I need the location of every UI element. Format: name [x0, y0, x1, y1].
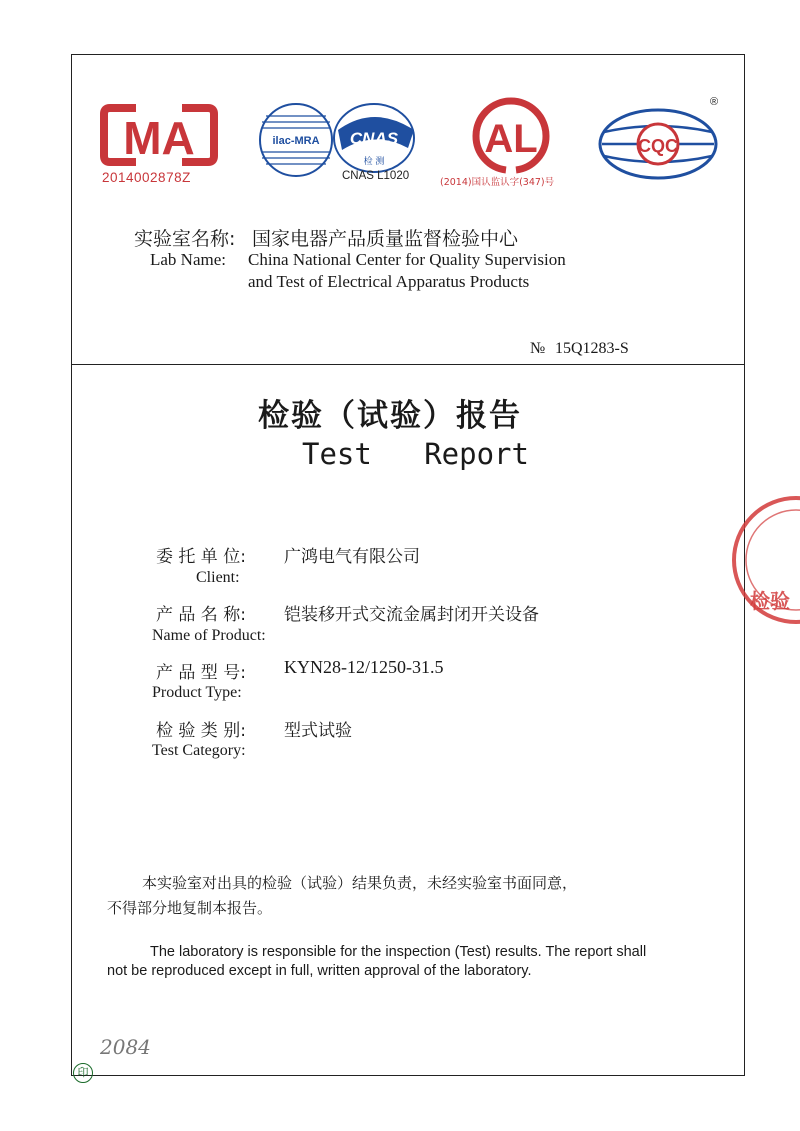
cqc-globe-icon — [594, 102, 724, 182]
lab-name-en-line2: and Test of Electrical Apparatus Products — [248, 272, 530, 291]
red-seal-stamp — [728, 492, 800, 628]
lab-label-cn: 实验室名称: — [134, 228, 236, 250]
seal-text: 检验 — [750, 589, 790, 613]
field-label-cn: 检 验 类 别: — [156, 721, 246, 741]
notice-en-line2: not be reproduced except in full, written approval of the laboratory. — [107, 963, 532, 979]
field-label-cn: 委 托 单 位: — [156, 547, 246, 567]
cnas-logo-text: CNAS — [349, 129, 399, 148]
handwriting-icon — [98, 1030, 178, 1064]
field-label-en: Name of Product: — [152, 627, 266, 644]
cnas-logo — [256, 100, 426, 192]
handwritten-note — [98, 1030, 178, 1068]
cal-logo-text: AL — [484, 117, 538, 161]
field-value: 型式试验 — [284, 721, 352, 741]
lab-name-cn: 国家电器产品质量监督检验中心 — [252, 228, 519, 250]
field-value: KYN28-12/1250-31.5 — [284, 657, 444, 677]
lab-label-en: Lab Name: — [150, 250, 226, 269]
notice-en-line1: The laboratory is responsible for the inspection (Test) results. The report shall — [150, 944, 647, 960]
field-label-en: Test Category: — [152, 742, 246, 759]
field-label-en: Client: — [196, 569, 240, 586]
cqc-logo — [594, 96, 724, 182]
cnas-code: CNAS L1020 — [342, 170, 410, 182]
cma-logo-text: MA — [123, 112, 195, 164]
report-title-en: Test Report — [302, 437, 529, 471]
field-value: 铠装移开式交流金属封闭开关设备 — [284, 605, 539, 625]
cal-emblem-icon — [446, 96, 576, 176]
cal-logo — [440, 96, 576, 192]
cnas-sub-text: 检 测 — [363, 157, 385, 167]
report-title-cn: 检验（试验）报告 — [258, 398, 522, 434]
cma-emblem-icon — [100, 100, 218, 170]
cma-logo — [100, 100, 218, 192]
notice-cn-line2: 不得部分地复制本报告。 — [107, 899, 273, 917]
ilac-mra-text: ilac-MRA — [272, 135, 320, 147]
corner-mark-text: 印 — [77, 1066, 89, 1079]
field-label-cn: 产 品 名 称: — [156, 605, 246, 625]
cqc-registered-mark: ® — [710, 96, 719, 108]
field-label-en: Product Type: — [152, 684, 242, 701]
lab-name-en-line1: China National Center for Quality Supervision — [248, 250, 566, 269]
notice-cn-line1: 本实验室对出具的检验（试验）结果负责，未经实验室书面同意， — [142, 874, 578, 892]
header-divider — [71, 364, 745, 365]
cqc-logo-text: CQC — [638, 136, 678, 156]
corner-mark — [73, 1063, 93, 1083]
report-number: 15Q1283-S — [555, 340, 629, 357]
seal-icon — [728, 492, 800, 628]
cal-caption: (2014)国认监认字(347)号 — [440, 177, 555, 188]
field-value: 广鸿电气有限公司 — [284, 547, 420, 567]
handwriting-text: 2084 — [100, 1035, 151, 1059]
cma-number: 2014002878Z — [102, 170, 191, 185]
report-number-symbol: № — [530, 340, 546, 357]
field-label-cn: 产 品 型 号: — [156, 663, 246, 683]
